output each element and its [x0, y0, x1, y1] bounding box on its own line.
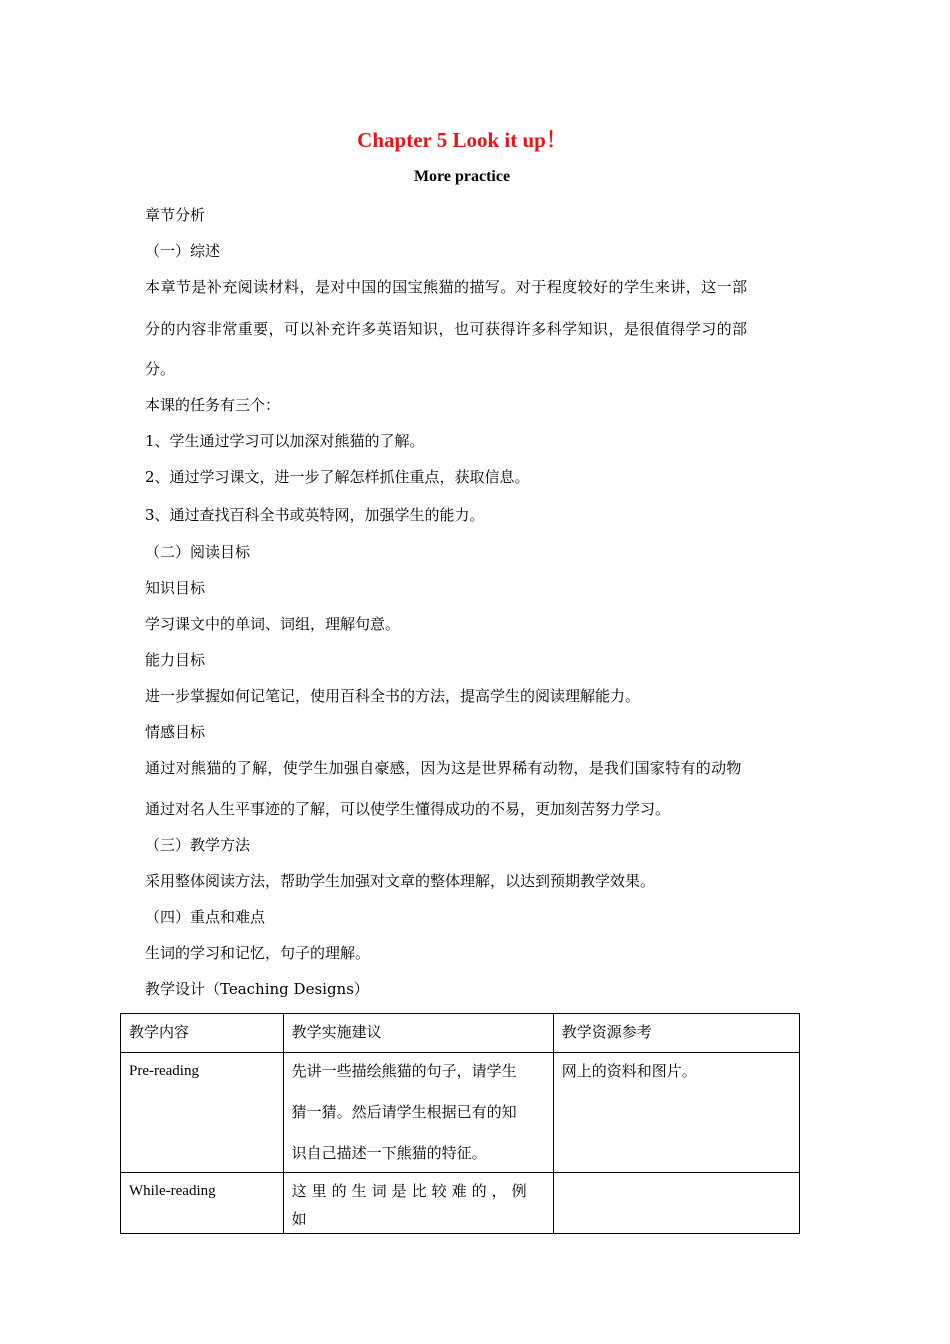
document-subtitle: More practice — [413, 168, 511, 185]
paragraph-line: 通过对名人生平事迹的了解，可以使学生懂得成功的不易，更加刻苦努力学习。 — [145, 800, 671, 818]
subsection-heading: （四）重点和难点 — [145, 908, 266, 926]
list-item: 1、学生通过学习可以加深对熊猫的了解。 — [145, 432, 425, 450]
list-item: 3、通过查找百科全书或英特网，加强学生的能力。 — [145, 506, 485, 524]
subsection-heading: （二）阅读目标 — [145, 543, 251, 561]
goal-heading: 情感目标 — [145, 723, 206, 741]
stage-cell: Pre-reading — [121, 1053, 284, 1173]
suggestion-cell — [283, 1173, 553, 1234]
header-cell: 教学内容 — [121, 1014, 284, 1053]
paragraph-line: 进一步掌握如何记笔记，使用百科全书的方法，提高学生的阅读理解能力。 — [145, 687, 641, 705]
suggestion-line: 这里的生词是比较难的，例如 — [291, 1182, 532, 1228]
stage-cell: While-reading — [121, 1173, 284, 1234]
header-cell: 教学实施建议 — [283, 1014, 553, 1053]
paragraph-line: 分的内容非常重要，可以补充许多英语知识，也可获得许多科学知识，是很值得学习的部 — [145, 320, 748, 338]
paragraph-line: 生词的学习和记忆，句子的理解。 — [145, 944, 371, 962]
section-heading: 章节分析 — [145, 206, 206, 224]
subsection-heading: （三）教学方法 — [145, 836, 251, 854]
resource-cell — [553, 1173, 799, 1234]
table-row — [121, 1053, 800, 1173]
paragraph-line: 分。 — [145, 360, 176, 378]
paragraph-line: 通过对熊猫的了解，使学生加强自豪感，因为这是世界稀有动物，是我们国家特有的动物 — [145, 759, 742, 777]
paragraph-line: 学习课文中的单词、词组，理解句意。 — [145, 615, 401, 633]
header-cell: 教学资源参考 — [553, 1014, 799, 1053]
table-header-row — [121, 1014, 800, 1053]
suggestion-line: 先讲一些描绘熊猫的句子，请学生 — [291, 1062, 517, 1080]
table-row — [121, 1173, 800, 1234]
suggestion-cell — [283, 1053, 553, 1173]
paragraph-line: 采用整体阅读方法，帮助学生加强对文章的整体理解，以达到预期教学效果。 — [145, 872, 656, 890]
suggestion-line: 识自己描述一下熊猫的特征。 — [291, 1144, 487, 1162]
list-item: 2、通过学习课文，进一步了解怎样抓住重点，获取信息。 — [145, 468, 530, 486]
paragraph-line: 本章节是补充阅读材料，是对中国的国宝熊猫的描写。对于程度较好的学生来讲，这一部 — [145, 278, 748, 296]
subsection-heading: （一）综述 — [145, 242, 221, 260]
goal-heading: 能力目标 — [145, 651, 206, 669]
suggestion-line: 猜一猜。然后请学生根据已有的知 — [291, 1103, 517, 1121]
table-caption: 教学设计（Teaching Designs） — [145, 980, 369, 998]
teaching-design-table — [120, 1013, 800, 1234]
goal-heading: 知识目标 — [145, 579, 206, 597]
document-title: Chapter 5 Look it up！ — [357, 128, 567, 152]
resource-cell: 网上的资料和图片。 — [553, 1053, 799, 1173]
paragraph-line: 本课的任务有三个： — [145, 396, 281, 414]
